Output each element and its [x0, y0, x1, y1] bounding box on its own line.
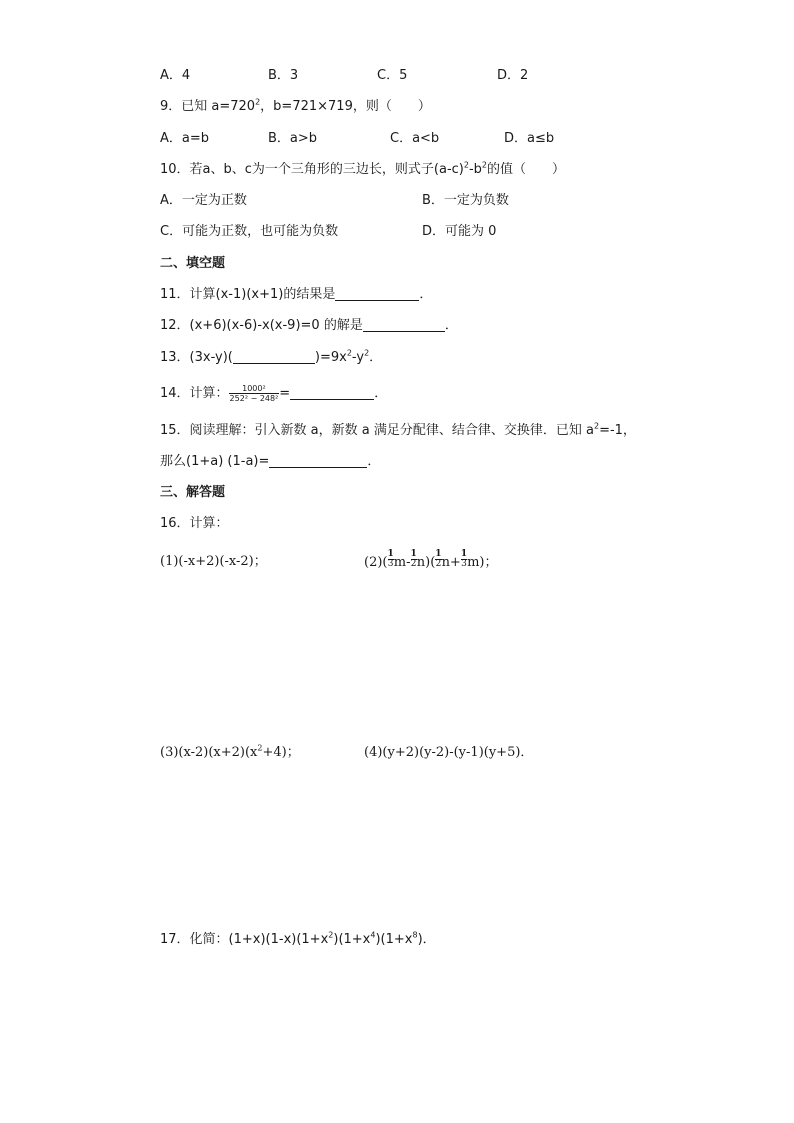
q9-stem-part: 9．已知 a=720 — [160, 99, 256, 114]
q10-stem — [160, 161, 565, 179]
q17-text: )(1+x — [375, 932, 413, 947]
fraction-numerator: 1 — [387, 549, 394, 559]
q12-end: ． — [444, 318, 458, 333]
q15-stem: 15．阅读理解：引入新数 a，新数 a 满足分配律、结合律、交换律．已知 a — [160, 423, 594, 438]
q16-part4: (4)(y+2)(y-2)-(y-1)(y+5)． — [364, 745, 534, 760]
superscript: 2 — [346, 348, 352, 358]
q9-option-a: A．a=b — [160, 131, 210, 146]
fraction-denominator: 3 — [461, 559, 467, 569]
q16-part2 — [364, 549, 498, 572]
fraction-denominator: 3 — [387, 559, 394, 569]
q17-text: 17．化简：(1+x)(1-x)(1+x — [160, 932, 329, 947]
q10-option-b: B．一定为负数 — [422, 193, 509, 208]
q15-stem: =-1， — [599, 423, 636, 438]
q10-stem-part: -b — [468, 162, 482, 177]
fraction-one-third — [388, 550, 394, 569]
q8-option-d: D．2 — [497, 68, 529, 83]
q16-part2-text: m- — [393, 555, 411, 570]
q9-option-d: D．a≤b — [504, 131, 555, 146]
answer-blank[interactable] — [290, 385, 374, 400]
q16-part2-text: m)； — [467, 555, 498, 570]
q8-option-c: C．5 — [377, 68, 408, 83]
q13-stem: -y — [351, 350, 365, 365]
fraction-one-half — [411, 550, 417, 569]
q11 — [160, 286, 432, 304]
answer-blank[interactable] — [335, 286, 419, 301]
superscript: 2 — [481, 160, 487, 170]
section-heading-solve: 三、解答题 — [160, 485, 226, 500]
fraction-numerator: 1 — [410, 549, 417, 559]
q17-text: )． — [417, 932, 436, 947]
superscript: 2 — [257, 743, 263, 753]
q15-line1 — [160, 422, 636, 440]
q10-option-c: C．可能为正数，也可能为负数 — [160, 224, 339, 239]
fraction-numerator: 1 — [460, 549, 468, 559]
answer-blank[interactable] — [363, 317, 445, 332]
q17-text: )(1+x — [333, 932, 371, 947]
fraction-denominator: 2 — [410, 559, 417, 569]
q9-option-c: C．a<b — [390, 131, 440, 146]
superscript: 2 — [463, 160, 469, 170]
q15-line2 — [160, 453, 380, 471]
q10-option-d: D．可能为 0 — [422, 224, 497, 239]
superscript: 2 — [364, 348, 370, 358]
q16-part3 — [160, 744, 300, 762]
q10-stem-part: 的值（ ） — [487, 162, 566, 177]
q13 — [160, 349, 382, 367]
q16-part3-text: +4)； — [262, 745, 300, 760]
superscript: 8 — [412, 930, 418, 940]
q11-stem: 11．计算(x-1)(x+1)的结果是 — [160, 287, 336, 302]
q13-end: ． — [369, 350, 383, 365]
fraction-denominator: 2 — [435, 559, 442, 569]
q14-stem: 14．计算： — [160, 386, 229, 401]
answer-blank[interactable] — [233, 349, 315, 364]
fraction-one-half — [435, 550, 441, 569]
q14 — [160, 384, 387, 403]
q10-stem-part: 10．若a、b、c为一个三角形的三边长，则式子(a-c) — [160, 162, 464, 177]
q16-part2-text: n+ — [441, 555, 461, 570]
q15-stem: 那么(1+a) (1-a)= — [160, 454, 270, 469]
q16-stem: 16．计算： — [160, 516, 229, 531]
q10-option-a: A．一定为正数 — [160, 193, 247, 208]
fraction-numerator: 1 — [435, 549, 442, 559]
fraction-numerator: 1000² — [229, 384, 280, 394]
equals-sign: = — [279, 386, 291, 401]
q14-fraction — [229, 384, 280, 403]
superscript: 2 — [328, 930, 334, 940]
q13-stem: )=9x — [314, 350, 347, 365]
q8-option-b: B．3 — [268, 68, 299, 83]
answer-blank[interactable] — [269, 453, 367, 468]
section-heading-fill-in: 二、填空题 — [160, 256, 226, 271]
q9-option-b: B．a>b — [268, 131, 318, 146]
q12 — [160, 317, 458, 335]
q9-stem-part: ，b=721×719，则（ ） — [260, 99, 431, 114]
superscript: 2 — [255, 97, 261, 107]
q14-end: ． — [374, 386, 388, 401]
q11-end: ． — [419, 287, 433, 302]
q12-stem: 12．(x+6)(x-6)-x(x-9)=0 的解是 — [160, 318, 363, 333]
superscript: 4 — [370, 930, 376, 940]
q16-part1: (1)(-x+2)(-x-2)； — [160, 554, 267, 569]
q17 — [160, 931, 436, 949]
q9-stem — [160, 98, 431, 116]
fraction-denominator: 252² − 248² — [229, 394, 279, 403]
superscript: 2 — [593, 421, 600, 431]
q16-part3-text: (3)(x-2)(x+2)(x — [160, 745, 258, 760]
q8-option-a: A．4 — [160, 68, 191, 83]
q15-end: ． — [367, 454, 381, 469]
q16-part2-text: (2)( — [364, 555, 388, 570]
fraction-one-third — [461, 550, 467, 569]
q16-part2-text: n)( — [416, 555, 436, 570]
q13-stem: 13．(3x-y)( — [160, 350, 233, 365]
